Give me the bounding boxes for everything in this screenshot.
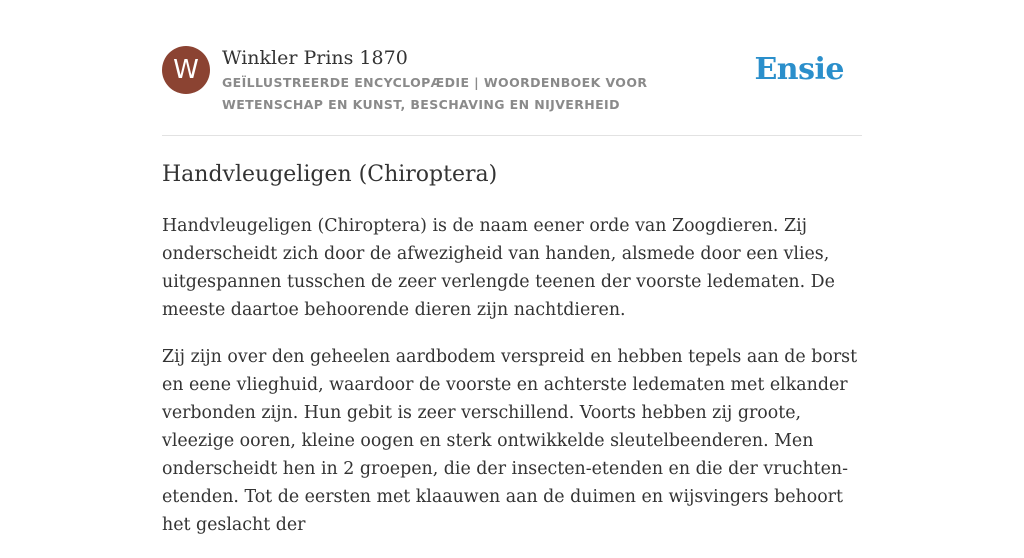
source-header: [162, 46, 862, 116]
brand-logo[interactable]: Ensie: [754, 52, 844, 87]
source-title[interactable]: Winkler Prins 1870: [222, 47, 408, 69]
header-divider: [162, 135, 862, 136]
article-body: [162, 212, 867, 558]
source-subtitle: GEÏLLUSTREERDE ENCYCLOPÆDIE | WOORDENBOEK VOOR WETENSCHAP EN KUNST, BESCHAVING EN NIJVERHEID: [222, 75, 648, 112]
article-title: Handvleugeligen (Chiroptera): [162, 162, 498, 187]
article-paragraph-1: Handvleugeligen (Chiroptera) is de naam eener orde van Zoogdieren. Zij onderscheidt zich door de afwezigheid van handen, alsmede door een vlies, uitgespannen tusschen de zeer verlengde teenen der voorste ledematen. De meeste daartoe behoorende dieren zijn nachtdieren.: [162, 216, 835, 320]
article-paragraph-2: Zij zijn over den geheelen aardbodem verspreid en hebben tepels aan de borst en eene vlieghuid, waardoor de voorste en achterste ledematen met elkander verbonden zijn. Hun gebit is zeer verschillend. Voorts hebben zij groote, vleezige ooren, kleine oogen en sterk ontwikkelde sleutelbeenderen. Men onderscheidt hen in 2 groepen, die der insecten-etenden en die der vruchten-etenden. Tot de eersten met klaauwen aan de duimen en wijsvingers behoort het geslacht der: [162, 347, 858, 535]
source-avatar[interactable]: W: [162, 46, 210, 94]
